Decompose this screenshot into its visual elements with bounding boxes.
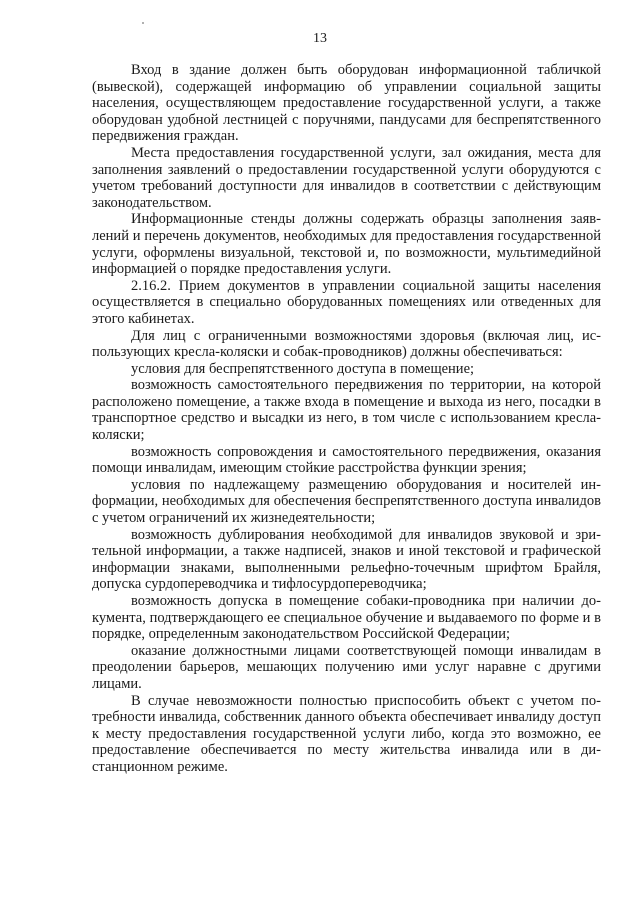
paragraph-information-duplication: возможность дублирования необходимой для инвалидов звуковой и зрительной информации, а также надписей, знаков и иной текстовой и графической информации знаками, выполненными рельефно-точечным шрифтом Брайля, допуска сурдопереводчика и тифлосурдопереводчика;: [92, 526, 601, 593]
paragraph-independent-movement: возможность самостоятельного передвижения по территории, на которой расположено помещение, а также входа в помещение и выхода из него, посадки в транспортное средство и высадки из него, в том числе с использованием кресла-коляски;: [92, 377, 601, 444]
paragraph-info-stands: Информационные стенды должны содержать образцы заполнения заявлений и перечень документов, необходимых для предоставления государственной услуги, оформлены визуальной, текстовой и, по возможности, мультимедийной информацией о порядке предоставления услуги.: [92, 211, 601, 278]
body-text: [92, 62, 601, 776]
paragraph-escort-assistance: возможность сопровождения и самостоятельного передвижения, оказания помощи инвалидам, имеющим стойкие расстройства функции зрения;: [92, 443, 601, 477]
page-number: 13: [313, 31, 327, 46]
paragraph-disabled-persons: Для лиц с ограниченными возможностями здоровья (включая лиц, использующих кресла-коляски и собак-проводников) должны обеспечиваться:: [92, 327, 601, 361]
paragraph-service-places: Места предоставления государственной услуги, зал ожидания, места для заполнения заявлений о предоставлении государственной услуги оборудуются с учетом требований доступности для инвалидов в соответствии с действующим законодательством.: [92, 144, 601, 211]
scan-speck: [142, 22, 144, 24]
paragraph-section-2-16-2: 2.16.2. Прием документов в управлении социальной защиты населения осуществляется в специально оборудованных помещениях или отведенных для этого кабинетах.: [92, 277, 601, 327]
paragraph-access-conditions: условия для беспрепятственного доступа в помещение;: [131, 360, 475, 377]
paragraph-guide-dog: возможность допуска в помещение собаки-проводника при наличии документа, подтверждающего ее специальное обучение и выдаваемого по форме и в порядке, определенным законодательством Российской Федерации;: [92, 593, 601, 643]
paragraph-staff-assistance: оказание должностными лицами соответствующей помощи инвалидам в преодолении барьеров, мешающих получению ими услуг наравне с другими лицами.: [92, 642, 601, 692]
paragraph-building-entrance: Вход в здание должен быть оборудован информационной табличкой (вывеской), содержащей информацию об управлении социальной защиты населения, осуществляющем предоставление государственной услуги, а также оборудован удобной лестницей с поручнями, пандусами для беспрепятственного передвижения граждан.: [92, 62, 601, 145]
paragraph-remote-service: В случае невозможности полностью приспособить объект с учетом потребности инвалида, собственник данного объекта обеспечивает инвалиду доступ к месту предоставления государственной услуги либо, когда это возможно, ее предоставление обеспечивается по месту жительства инвалида или в дистанционном режиме.: [92, 692, 601, 775]
paragraph-equipment-placement: условия по надлежащему размещению оборудования и носителей информации, необходимых для обеспечения беспрепятственного доступа инвалидов с учетом ограничений их жизнедеятельности;: [92, 476, 601, 527]
